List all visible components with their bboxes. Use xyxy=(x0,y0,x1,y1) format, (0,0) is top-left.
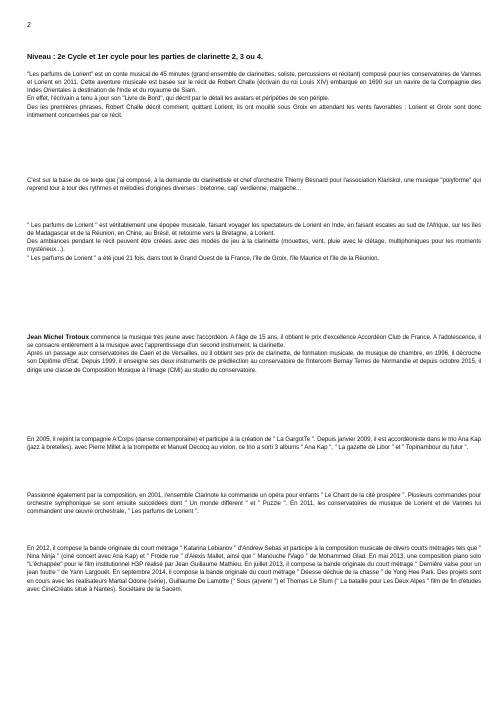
level-heading: Niveau : 2e Cycle et 1er cycle pour les parties de clarinette 2, 3 ou 4. xyxy=(27,52,263,61)
intro-block-2 xyxy=(27,177,481,193)
bio-paragraph: En 2012, il compose la bande originale du court métrage " Katarina Lebianov " d'Andrew Sebas et participe à la composition musicale de divers courts métrages tels que " Nina Ninja " (ciné concert avec Ana Kap) et " Froide rue " d'Alexis Mallet, ainsi que " Manouche l'Vago " de Mohammed Glad. En mai 2013, une composition piano solo "L'échappée" pour le film institutionnel H3P réalisé par Jean Guillaume Mathieu. En juillet 2013, il compose la bande originale du court métrage " Dernière valse pour un jean foutre " de Yann Largouët. En septembre 2014, il compose la bande originale du court métrage " Déesse déchue de la chasse " de Yong Hee Park. Des projets sont en cours avec les réalisateurs Martial Odone (série), Guillaume De Lamotte (" Sous (a)venir ") et Thomas Le Stum (" La bataille pour Les Deux Alpes " film de fin d'études avec CinéCréatis situé à Nantes). Sociétaire de la Sacem. xyxy=(27,545,481,593)
page-number: 2 xyxy=(27,22,31,29)
bio-paragraph: En 2005, il rejoint la compagnie A'Corps (danse contemporaine) et participe à la création de " La GargotTe ". Depuis janvier 2009, il est accordéoniste dans le trio Ana Kap (jazz à bretelles), avec Pierre Millet à la trompette et Manuel Decocq au violon, ce trio a sorti 3 albums " Ana Kap ", " La gazette de Libor " et " Topinambour du futur ". xyxy=(27,436,481,452)
intro-paragraph: " Les parfums de Lorient " est véritablement une épopée musicale, faisant voyager les spectateurs de Lorient en Inde, en faisant escales au sud de l'Afrique, sur les îles de Madagascar et de la Réunion, en Chine, au Brésil, et retourne vers la Bretagne, à Lorient. xyxy=(27,222,481,238)
intro-paragraph: C'est sur la base de ce texte que j'ai composé, à la demande du clarinettiste et chef d'orchestre Thierry Besnard pour l'association Klariskol, une musique "polyforme" qui reprend tour à tour des rythmes et mélodies d'origines diverses : bretonne, cap' verdienne, malgache... xyxy=(27,177,481,193)
bio-lead-text: commence la musique très jeune avec l'accordéon. A l'âge de 15 ans, il obtient le prix d'excellence Accordéon Club de France. A l'adolescence, il se consacre entièrement à la musique avec l'apprentissage d'un second instrument, la clarinette. xyxy=(27,334,481,350)
bio-paragraph xyxy=(27,334,481,350)
intro-paragraph: Des ambiances pendant le récit peuvent être créées avec des modes de jeu à la clarinette (mouettes, vent, pluie avec le clétage, multiphoniques pour les moments mystérieux...). xyxy=(27,238,481,254)
intro-paragraph: Des les premières phrases, Robert Challe décrit comment, quittant Lorient, ils ont mouillé sous Groix en attendant les vents favorables : Lorient et Groix sont donc intimement concernées par ce récit. xyxy=(27,103,481,119)
intro-paragraph: " Les parfums de Lorient " a été joué 21 fois, dans tout le Grand Ouest de la France, l'île de Groix, l'île Maurice et l'île de la Réunion. xyxy=(27,254,380,262)
bio-paragraph: Après un passage aux conservatoires de Caen et de Versailles, où il obtient ses prix de clarinette, de formation musicale, de musique de chambre, en 1996, il décroche son Diplôme d'Etat. Depuis 1999, il enseigne ses deux instruments de prédilection au conservatoire de l'Intercom Bernay Terres de Normandie et depuis octobre 2015, il dirige une classe de Composition Musique à l'image (CMI) au studio du conservatoire. xyxy=(27,350,481,374)
intro-block-1 xyxy=(27,71,481,120)
bio-block-1 xyxy=(27,334,481,375)
intro-block-3 xyxy=(27,222,481,263)
author-name: Jean Michel Trotoux xyxy=(27,334,89,341)
bio-paragraph: Passionné également par la composition, en 2001, l'ensemble Clarinote lui commande un opéra pour enfants " Le Chant de la cité prospère ". Plusieurs commandes pour orchestre symphonique se sont ensuite succédées dont " Un monde différent " et " Puzzle ". En 2011, les conservatoires de musique de Lorient et de Vannes lui commandent une œuvre orchestrale, " Les parfums de Lorient ". xyxy=(27,492,481,516)
bio-block-3 xyxy=(27,492,481,516)
bio-block-4 xyxy=(27,545,481,594)
intro-paragraph: En effet, l'écrivain a tenu à jour son "Livre de Bord", qui décrit par le détail les avatars et péripéties de son périple. xyxy=(27,95,330,103)
bio-block-2 xyxy=(27,436,481,452)
intro-paragraph: "Les parfums de Lorient" est un conte musical de 45 minutes (grand ensemble de clarinettes, soliste, percussions et récitant) composé pour les conservatoires de Vannes et Lorient en 2011. Cette aventure musicale est basée sur le récit de Robert Challe (écrivain du roi Louis XIV) embarqué en 1690 sur un navire de la Compagnie des Indes Orientales à destination de l'Inde et du royaume de Siam. xyxy=(27,71,481,95)
